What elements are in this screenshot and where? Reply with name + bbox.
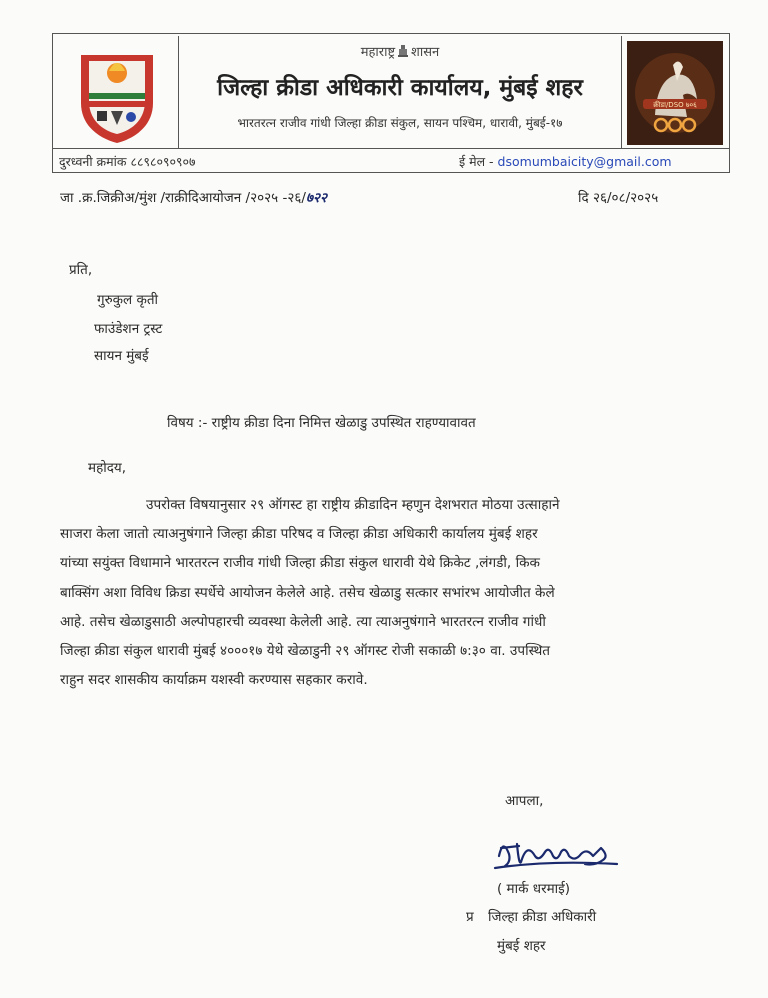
email-label: ई मेल - [459,154,494,169]
government-line [181,42,619,60]
office-name: जिल्हा क्रीडा अधिकारी कार्यालय, मुंबई शहर [217,75,583,101]
recipient-line-1: गुरुकुल कृती [97,292,159,308]
sports-event-logo [621,36,727,149]
body-line-5: आहे. तसेच खेळाडुसाठी अल्पोपहारची व्यवस्था केलेली आहे. त्या त्याअनुषंगाने भारतरत्न राजीव गांधी [60,613,546,630]
national-emblem-icon [398,45,408,57]
handwritten-signature [489,826,629,876]
closing-yours: आपला, [505,793,544,809]
recipient-line-3: सायन मुंबई [94,348,149,364]
body-line-2: साजरा केला जातो त्याअनुषंगाने जिल्हा क्रीडा परिषद व जिल्हा क्रीडा अधिकारी कार्यालय मुंबई शहर [60,526,538,543]
letterhead-text-block [181,36,619,149]
contact-bar [53,148,729,172]
shield-emblem-icon [75,41,159,145]
body-line-4: बाक्सिंग अशा विविध क्रिडा स्पर्धेचे आयोजन केलेले आहे. तसेच खेळाडु सत्कार सभांरभ आयोजीत केले [60,584,555,601]
recipient-line-2: फाउंडेशन ट्रस्ट [94,321,163,337]
body-line-1: उपरोक्त विषयानुसार २९ ऑगस्ट हा राष्ट्रीय क्रीडादिन म्हणुन देशभरात मोठया उत्साहाने [146,497,560,513]
salutation: महोदय, [88,460,127,476]
phone-label: दुरध्वनी क्रमांक [59,154,127,169]
email-address[interactable]: dsomumbaicity@gmail.com [497,154,672,169]
signatory-location: मुंबई शहर [497,938,546,954]
sports-event-logo-text: क्रीडा/DSO ७०६ [652,100,697,109]
office-address: भारतरत्न राजीव गांधी जिल्हा क्रीडा संकुल, सायन पश्चिम, धारावी, मुंबई-१७ [237,116,563,130]
body-line-7: राहुन सदर शासकीय कार्याक्रम यशस्वी करण्यास सहकार करावे. [60,672,368,689]
letter-date: दि २६/०८/२०२५ [578,190,659,206]
phone-info [59,153,195,170]
reference-number-text: जा .क्र.जिक्रीअ/मुंश /राक्रीदिआयोजन /२०२५ -२६/ [60,190,306,206]
letter-body [60,491,712,695]
government-line-shasan: शासन [411,45,440,60]
phone-number: ८८९८०९०९०७ [130,154,196,169]
email-info [459,153,672,170]
subject-line: विषय :- राष्ट्रीय क्रीडा दिना निमित्त खेळाडु उपस्थित राहण्यावावत [167,415,476,431]
to-label: प्रति, [69,262,93,278]
body-line-6: जिल्हा क्रीडा संकुल धारावी मुंबई ४०००१७ येथे खेळाडुनी २९ ऑगस्ट रोजी सकाळी ७:३० वा. उपस्थित [60,643,551,660]
letterhead [52,33,730,173]
body-line-3: यांच्या सयुंक्त विधामाने भारतरत्न राजीव गांधी जिल्हा क्रीडा संकुल धारावी येथे क्रिकेट ,लंगडी, किक [60,555,540,572]
horse-rider-logo-icon [627,41,723,145]
government-line-state: महाराष्ट्र [360,45,396,60]
designation-prefix: प्र [466,909,474,925]
handwritten-number: ७२२ [305,190,328,206]
signatory-name: ( मार्क धरमाई) [497,881,571,897]
reference-number [60,188,327,206]
district-sports-office-logo [55,36,179,149]
signatory-designation: जिल्हा क्रीडा अधिकारी [488,909,597,925]
